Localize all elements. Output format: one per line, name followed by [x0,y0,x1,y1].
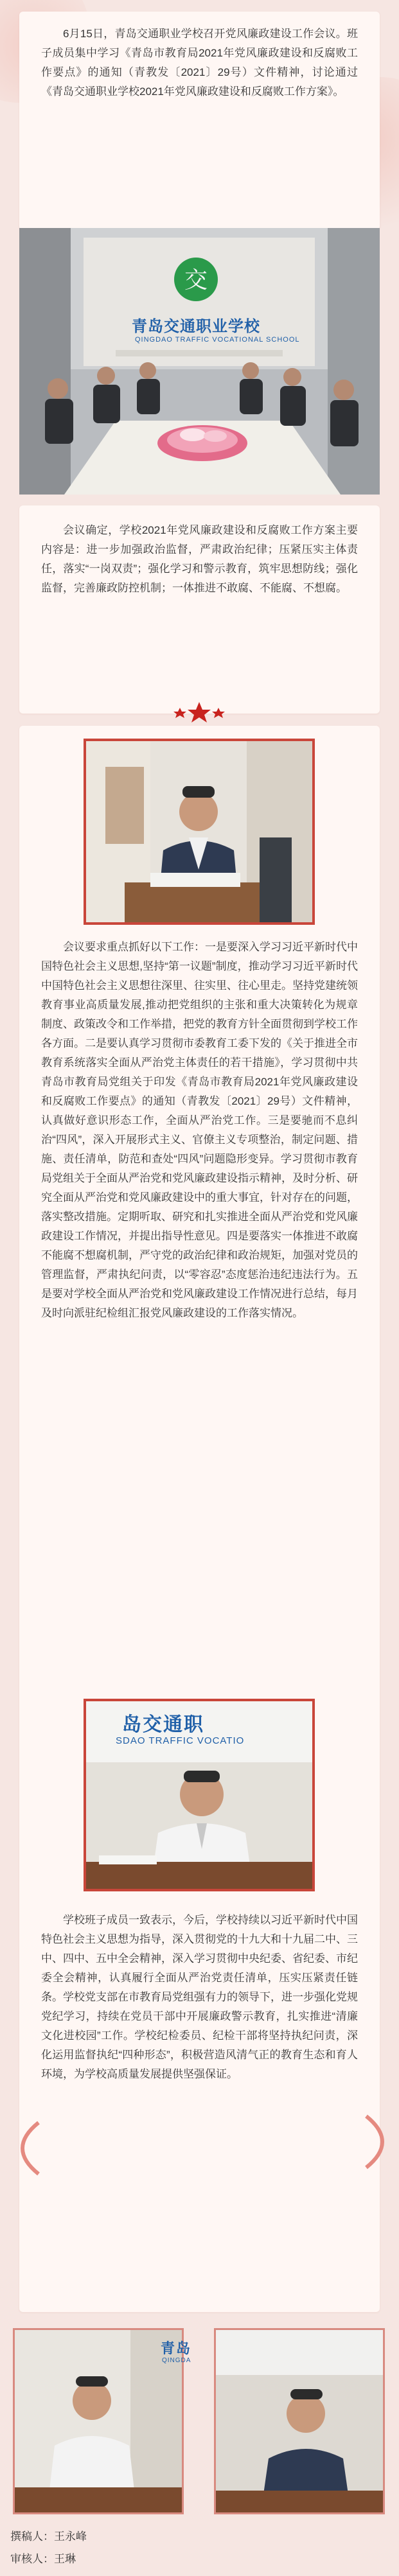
intro-card [19,12,380,230]
reviewer-name: 王琳 [54,2553,76,2565]
meeting-room-photo [19,228,380,495]
decision-paragraph: 会议确定，学校2021年党风廉政建设和反腐败工作方案主要内容是：进一步加强政治监督，严肃政治纪律；压紧压实主体责任，落实“一岗双责”；强化学习和警示教育，筑牢思想防线；强化监督，完善廉政防控机制；一体推进不敢腐、不能腐、不想腐。 [41,524,358,594]
bottom-photo-right [214,2328,385,2514]
decision-card [19,505,380,714]
star-small-1 [173,708,186,718]
star-divider [0,697,399,723]
speaker-portrait-photo [84,739,315,925]
photo3-sign-en: SDAO TRAFFIC VOCATIO [116,1735,245,1746]
photo4-sign-cn: 青岛 [161,2340,192,2356]
closing-paragraph: 学校班子成员一致表示，今后，学校持续以习近平新时代中国特色社会主义思想为指导，深入贯彻党的十九大和十九届二中、三中、四中、五中全会精神，深入学习贯彻中央纪委、省纪委、市纪委全会精神，认真履行全面从严治党责任清单，压实压紧责任链条。学校党支部在市教育局党组强有力的领导下，进一步强化党规党纪学习，持续在党员干部中开展廉政警示教育，扎实推进“清廉文化进校园”工作。学校纪检委员、纪检干部将坚持执纪问责，深化运用监督执纪“四种形态”，积极营造风清气正的教育生态和育人环境，为学校高质量发展提供坚强保证。 [41,1914,358,2080]
main-content-card [19,726,380,2312]
speaker-portrait-image [86,741,312,922]
decor-arc-right [360,2113,399,2171]
reviewer-label: 审核人： [10,2553,54,2565]
star-large [188,702,211,723]
photo3-sign-cn: 岛交通职 [122,1714,204,1735]
bottom-photo-left [13,2328,184,2514]
requirements-block [41,938,358,1323]
svg-text:交: 交 [184,267,208,293]
bottom-photo-left-image [15,2330,182,2512]
reviewer-line [10,2550,76,2566]
closing-block [41,1911,358,2084]
photo1-sign-cn: 青岛交通职业学校 [132,318,260,335]
requirements-paragraph: 会议要求重点抓好以下工作：一是要深入学习习近平新时代中国特色社会主义思想,坚持“第一议题”制度，推动学习习近平新时代中国特色社会主义思想往深里、往实里、往心里走。坚持党建统领教育事业高质量发展,推动把党组织的主张和重大决策转化为规章制度、政策改令和工作举措，把党的教育方针全面贯彻到学校工作各方面。二是要认真学习贯彻市委教育工委下发的《关于推进全市教育系统落实全面从严治党主体责任的若干措施》，学习贯彻中共青岛市教育局党组关于印发《青岛市教育局2021年党风廉政建设和反腐败工作要点》的通知（青教发〔2021〕29号）文件精神，认真做好意识形态工作，全面从严治党工作。三是要驰而不息纠治“四风”，深入开展形式主义、官僚主义专项整治，制定问题、措施、责任清单，防范和查处“四风”问题隐形变异。学习贯彻市教育局党组关于全面从严治党和党风廉政建设指示精神，及时分析、研究全面从严治党和党风廉政建设中的重大事宜，针对存在的问题，落实整改措施。定期听取、研究和扎实推进全面从严治党和党风廉政建设工作情况，并提出指导性意见。四是要落实一体推进不敢腐不能腐不想腐机制，严守党的政治纪律和政治规矩，加强对党员的管理监督，严肃执纪问责，以“零容忍”态度惩治违纪违法行为。五是要对学校全面从严治党和党风廉政建设工作情况进行总结，每月及时向派驻纪检组汇报党风廉政建设的工作落实情况。 [41,941,358,1319]
intro-paragraph: 6月15日，青岛交通职业学校召开党风廉政建设工作会议。班子成员集中学习《青岛市教育局2021年党风廉政建设和反腐败工作要点》的通知（青教发〔2021〕29号）文件精神，讨论通过《青岛交通职业学校2021年党风廉政建设和反腐败工作方案》。 [41,28,358,98]
bottom-photo-right-image [216,2330,383,2512]
decor-arc-left [0,2119,45,2177]
author-line [10,2527,87,2543]
meeting-room-photo-image [19,228,380,495]
star-small-2 [212,708,225,718]
author-name: 王永峰 [54,2530,87,2543]
photo4-sign-en: QINGDA [162,2357,191,2364]
photo1-sign-en: QINGDAO TRAFFIC VOCATIONAL SCHOOL [135,336,300,344]
author-label: 撰稿人： [10,2530,54,2543]
